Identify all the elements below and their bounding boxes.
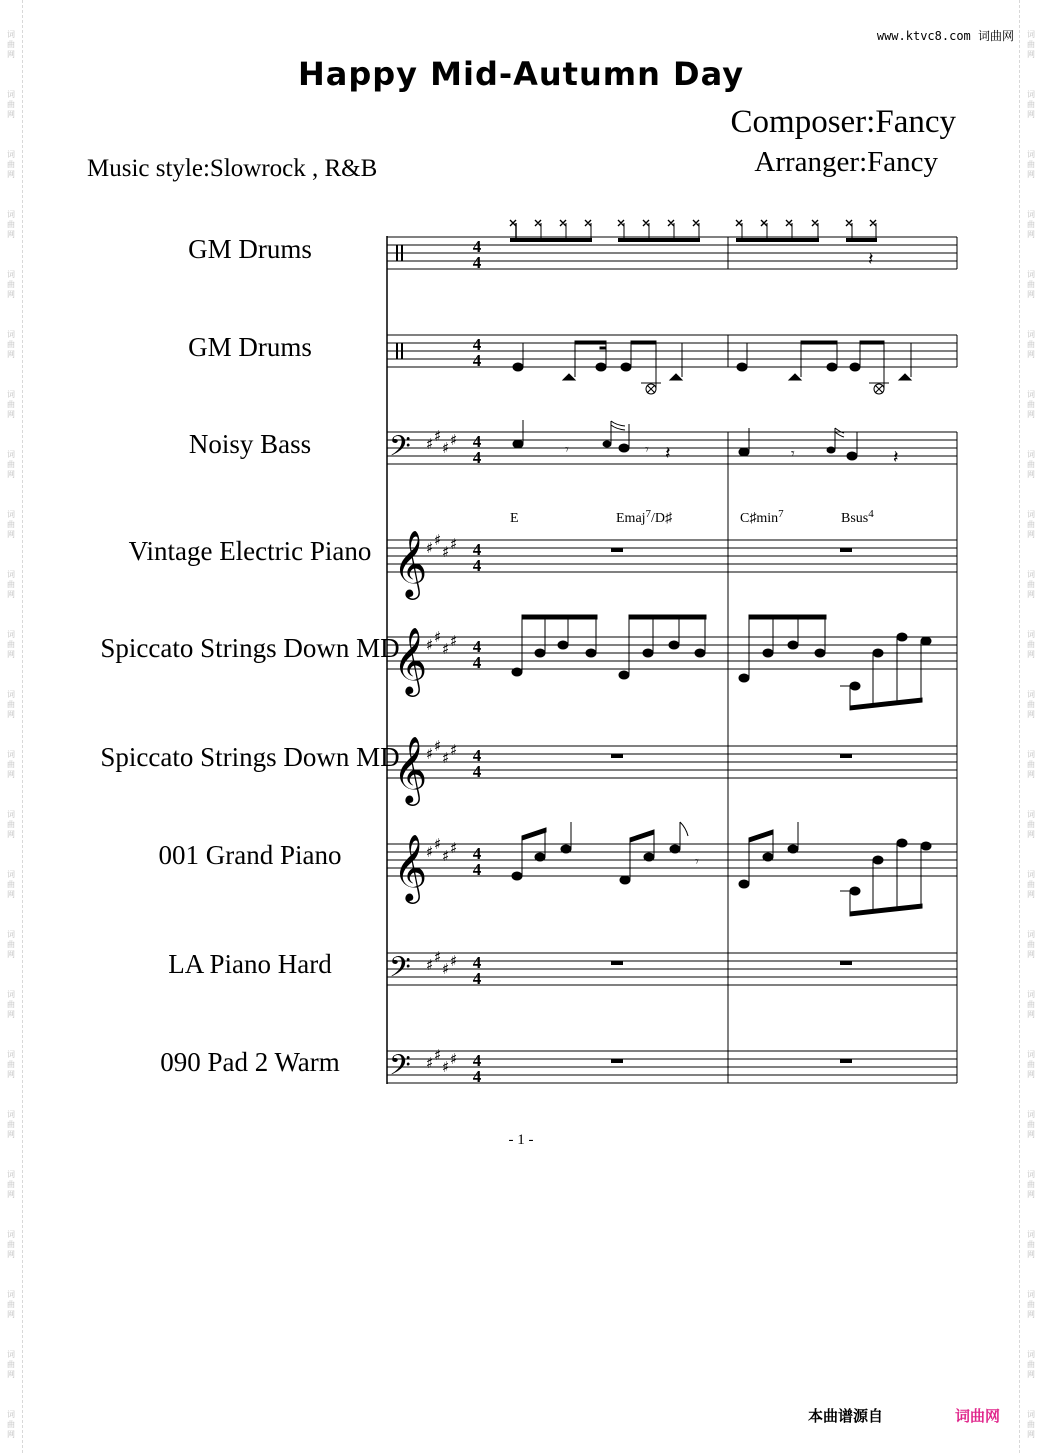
edge-watermark-text: 词 曲 网 [7, 210, 15, 239]
instrument-name: GM Drums [188, 332, 312, 362]
edge-watermark-text: 词 曲 网 [7, 270, 15, 299]
svg-text:♯: ♯ [426, 539, 434, 557]
arranger-credit: Arranger:Fancy [754, 146, 938, 178]
svg-text:♯: ♯ [426, 843, 434, 861]
quarter-rest: 𝄽 [868, 249, 874, 270]
svg-text:♯: ♯ [434, 531, 442, 549]
time-signatures [473, 237, 482, 1086]
edge-watermark-text: 词 曲 网 [7, 330, 15, 359]
edge-watermark-text: 词 曲 网 [1027, 750, 1035, 779]
edge-watermark-text: 词 曲 网 [1027, 210, 1035, 239]
edge-watermark-text: 词 曲 网 [1027, 690, 1035, 719]
source-label: 本曲谱源自 [808, 1407, 884, 1425]
edge-watermark-text: 词 曲 网 [7, 1290, 15, 1319]
svg-text:♯: ♯ [434, 1046, 442, 1064]
time-sig-top: 4 [472, 746, 482, 765]
svg-text:♯: ♯ [450, 632, 458, 650]
svg-text:♯: ♯ [434, 737, 442, 755]
edge-watermark-text: 词 曲 网 [7, 30, 15, 59]
edge-watermark-text: 词 曲 网 [1027, 930, 1035, 959]
edge-watermark-text: 词 曲 网 [1027, 510, 1035, 539]
time-sig-top: 4 [472, 237, 482, 256]
svg-text:♯: ♯ [442, 847, 450, 865]
edge-watermark-text: 词 曲 网 [1027, 1350, 1035, 1379]
edge-watermark-text: 词 曲 网 [7, 750, 15, 779]
time-sig-top: 4 [472, 432, 482, 451]
page-number: - 1 - [508, 1132, 534, 1148]
instrument-name: 090 Pad 2 Warm [160, 1047, 340, 1077]
edge-watermark-text: 词 曲 网 [1027, 90, 1035, 119]
svg-text:♯: ♯ [426, 435, 434, 453]
time-sig-top: 4 [472, 335, 482, 354]
edge-watermark-text: 词 曲 网 [1027, 30, 1035, 59]
edge-watermark-text: 词 曲 网 [7, 1230, 15, 1259]
time-sig-bottom: 4 [472, 253, 482, 272]
bass-notes [513, 420, 899, 468]
strings-notes [512, 615, 931, 710]
svg-text:𝄾: 𝄾 [645, 442, 649, 458]
svg-text:♯: ♯ [450, 839, 458, 857]
svg-text:♯: ♯ [434, 427, 442, 445]
site-url: www.ktvc8.com 词曲网 [876, 29, 1014, 43]
edge-watermark-text: 词 曲 网 [1027, 330, 1035, 359]
svg-text:♯: ♯ [426, 636, 434, 654]
chord-symbol: Emaj$^7$/D♯ [616, 508, 673, 526]
key-signature [426, 427, 457, 1076]
svg-text:♯: ♯ [426, 745, 434, 763]
edge-watermark-text: 词 曲 网 [1027, 390, 1035, 419]
time-sig-bottom: 4 [472, 762, 482, 781]
edge-watermark-text: 词 曲 网 [7, 150, 15, 179]
treble-clef: 𝄞 [393, 833, 428, 901]
edge-watermark-text: 词 曲 网 [7, 390, 15, 419]
edge-watermark-text: 词 曲 网 [1027, 1230, 1035, 1259]
time-sig-bottom: 4 [472, 860, 482, 879]
edge-watermark-text: 词 曲 网 [7, 450, 15, 479]
bass-clef: 𝄢 [389, 951, 411, 991]
bass-clef: 𝄢 [389, 430, 411, 470]
grand-piano-notes [512, 822, 931, 916]
edge-watermark-text: 词 曲 网 [1027, 570, 1035, 599]
song-title: Happy Mid-Autumn Day [297, 55, 745, 93]
svg-text:♯: ♯ [442, 439, 450, 457]
edge-watermark-text: 词 曲 网 [7, 930, 15, 959]
time-sig-top: 4 [472, 637, 482, 656]
time-sig-top: 4 [472, 1051, 482, 1070]
instrument-name: Vintage Electric Piano [128, 536, 372, 566]
svg-text:♯: ♯ [434, 948, 442, 966]
barlines [728, 237, 957, 1083]
composer-credit: Composer:Fancy [730, 104, 956, 140]
instrument-name: LA Piano Hard [168, 949, 332, 979]
edge-watermark-text: 词 曲 网 [1027, 1050, 1035, 1079]
edge-watermark-text: 词 曲 网 [1027, 870, 1035, 899]
edge-watermark-text: 词 曲 网 [7, 630, 15, 659]
percussion-clefs [396, 245, 403, 359]
edge-watermark-text: 词 曲 网 [7, 1170, 15, 1199]
chord-symbols [510, 508, 874, 526]
whole-rests [611, 548, 852, 1063]
svg-text:♯: ♯ [442, 543, 450, 561]
svg-text:♯: ♯ [450, 431, 458, 449]
time-sig-bottom: 4 [472, 448, 482, 467]
time-sig-bottom: 4 [472, 653, 482, 672]
svg-text:♯: ♯ [450, 741, 458, 759]
svg-text:𝄽: 𝄽 [665, 443, 671, 464]
chord-symbol: Bsus$^4$ [841, 508, 874, 526]
edge-watermark-text: 词 曲 网 [7, 690, 15, 719]
edge-watermark-text: 词 曲 网 [1027, 270, 1035, 299]
edge-watermark-text: 词 曲 网 [7, 1350, 15, 1379]
time-sig-top: 4 [472, 540, 482, 559]
treble-clef: 𝄞 [393, 529, 428, 597]
instrument-name: GM Drums [188, 234, 312, 264]
svg-text:𝄾: 𝄾 [695, 854, 699, 870]
time-sig-bottom: 4 [472, 969, 482, 988]
chord-symbol: E [510, 511, 519, 526]
edge-watermark-text: 词 曲 网 [1027, 630, 1035, 659]
treble-clef: 𝄞 [393, 735, 428, 803]
svg-text:♯: ♯ [426, 1054, 434, 1072]
svg-text:♯: ♯ [450, 952, 458, 970]
bass-clef: 𝄢 [389, 1049, 411, 1089]
svg-text:♯: ♯ [442, 1058, 450, 1076]
svg-text:♯: ♯ [442, 960, 450, 978]
svg-text:♯: ♯ [450, 1050, 458, 1068]
edge-watermark-text: 词 曲 网 [1027, 1290, 1035, 1319]
time-sig-top: 4 [472, 953, 482, 972]
edge-watermark-text: 词 曲 网 [7, 1110, 15, 1139]
svg-text:𝄽: 𝄽 [893, 447, 899, 468]
svg-text:♯: ♯ [442, 749, 450, 767]
edge-watermark-text: 词 曲 网 [7, 810, 15, 839]
svg-text:𝄾: 𝄾 [565, 442, 569, 458]
svg-text:♯: ♯ [450, 535, 458, 553]
instrument-name: Spiccato Strings Down MD [100, 742, 400, 772]
chord-symbol: $C♯\min^7$ [740, 508, 784, 526]
time-sig-bottom: 4 [472, 1067, 482, 1086]
svg-text:♯: ♯ [426, 956, 434, 974]
time-sig-bottom: 4 [472, 556, 482, 575]
instrument-name: Spiccato Strings Down MD [100, 633, 400, 663]
instrument-name: 001 Grand Piano [158, 840, 342, 870]
treble-clef: 𝄞 [393, 626, 428, 694]
edge-watermark-text: 词 曲 网 [1027, 1110, 1035, 1139]
edge-watermark-text: 词 曲 网 [7, 1050, 15, 1079]
edge-watermark-text: 词 曲 网 [1027, 450, 1035, 479]
edge-watermark-text: 词 曲 网 [1027, 1170, 1035, 1199]
time-sig-top: 4 [472, 844, 482, 863]
edge-watermark-text: 词 曲 网 [1027, 990, 1035, 1019]
time-sig-bottom: 4 [472, 351, 482, 370]
instrument-name: Noisy Bass [188, 429, 312, 459]
edge-watermark-text: 词 曲 网 [7, 990, 15, 1019]
edge-watermark-text: 词 曲 网 [7, 510, 15, 539]
edge-watermark-text: 词 曲 网 [7, 570, 15, 599]
edge-watermark-text: 词 曲 网 [7, 1410, 15, 1439]
edge-watermark-text: 词 曲 网 [1027, 1410, 1035, 1439]
brand-link[interactable]: 词曲网 [955, 1407, 1001, 1425]
hihat-beams [510, 238, 877, 270]
edge-watermark-text: 词 曲 网 [7, 90, 15, 119]
svg-text:♯: ♯ [434, 628, 442, 646]
svg-text:♯: ♯ [442, 640, 450, 658]
svg-text:♯: ♯ [434, 835, 442, 853]
edge-watermark-text: 词 曲 网 [1027, 150, 1035, 179]
music-style: Music style:Slowrock , R&B [87, 155, 378, 182]
edge-watermark-text: 词 曲 网 [1027, 810, 1035, 839]
edge-watermark-text: 词 曲 网 [7, 870, 15, 899]
svg-text:𝄾: 𝄾 [791, 446, 795, 462]
